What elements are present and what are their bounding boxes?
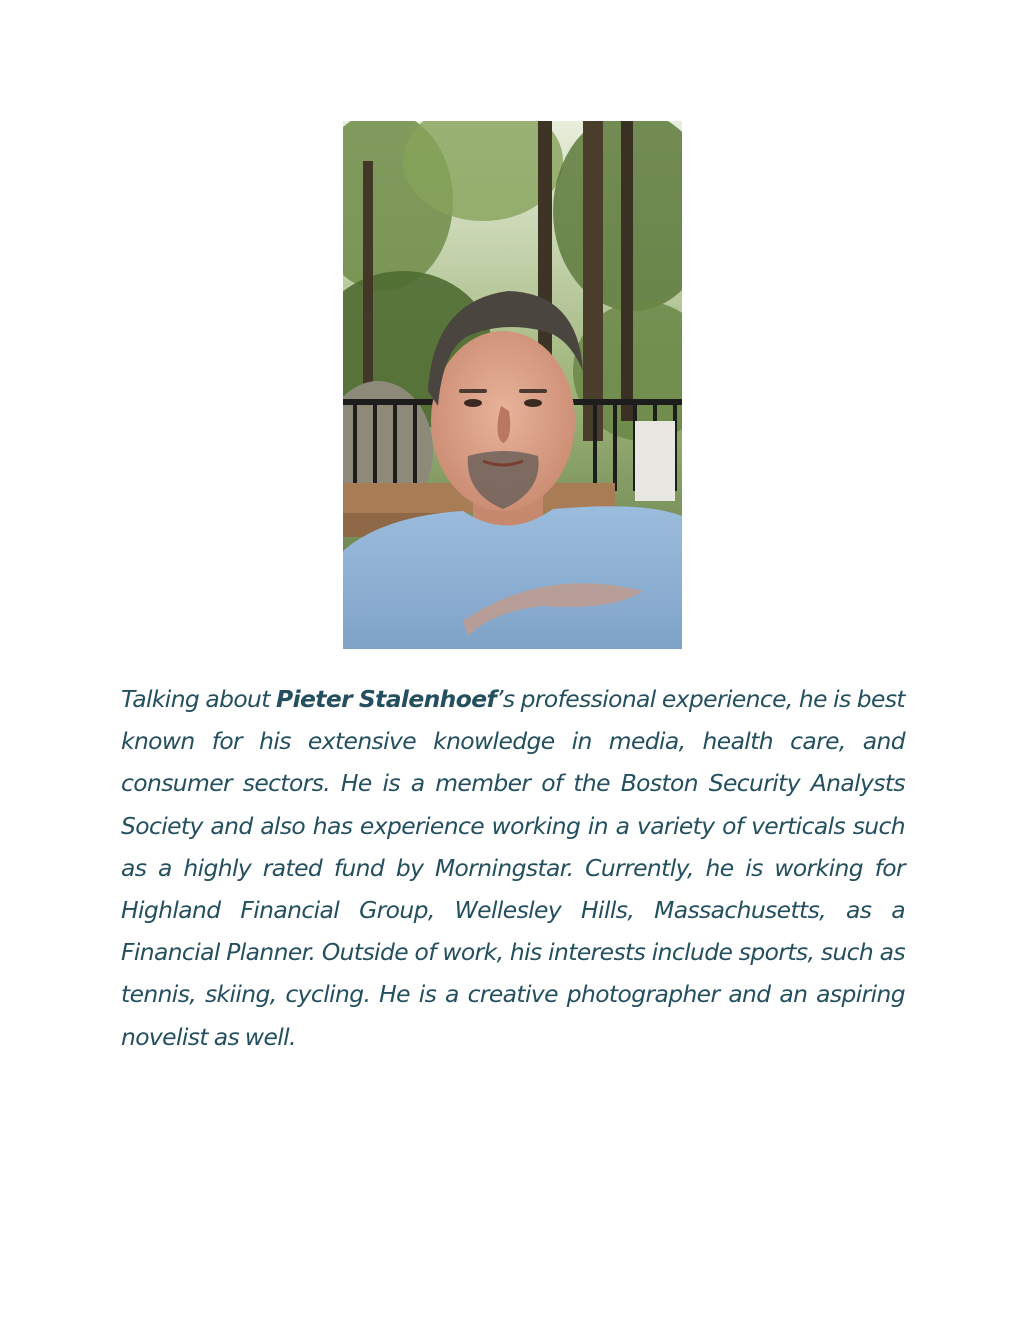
portrait-photo [343, 121, 682, 649]
bio-paragraph [121, 678, 905, 1058]
portrait-illustration [343, 121, 682, 649]
bio-body: ’s professional experience, he is best known for his extensive knowledge in media, health care, and consumer sectors. He is a member of the Boston Security Analysts Society and also has experience working in a variety of verticals such as a highly rated fund by Morningstar. Currently, he is working for Highland Financial Group, Wellesley Hills, Massachusetts, as a Financial Planner. Outside of work, his interests include sports, such as tennis, skiing, cycling. He is a creative photographer and an aspiring novelist as well. [121, 685, 905, 1051]
bio-intro: Talking about [121, 685, 277, 713]
person-name: Pieter Stalenhoef [276, 685, 497, 713]
